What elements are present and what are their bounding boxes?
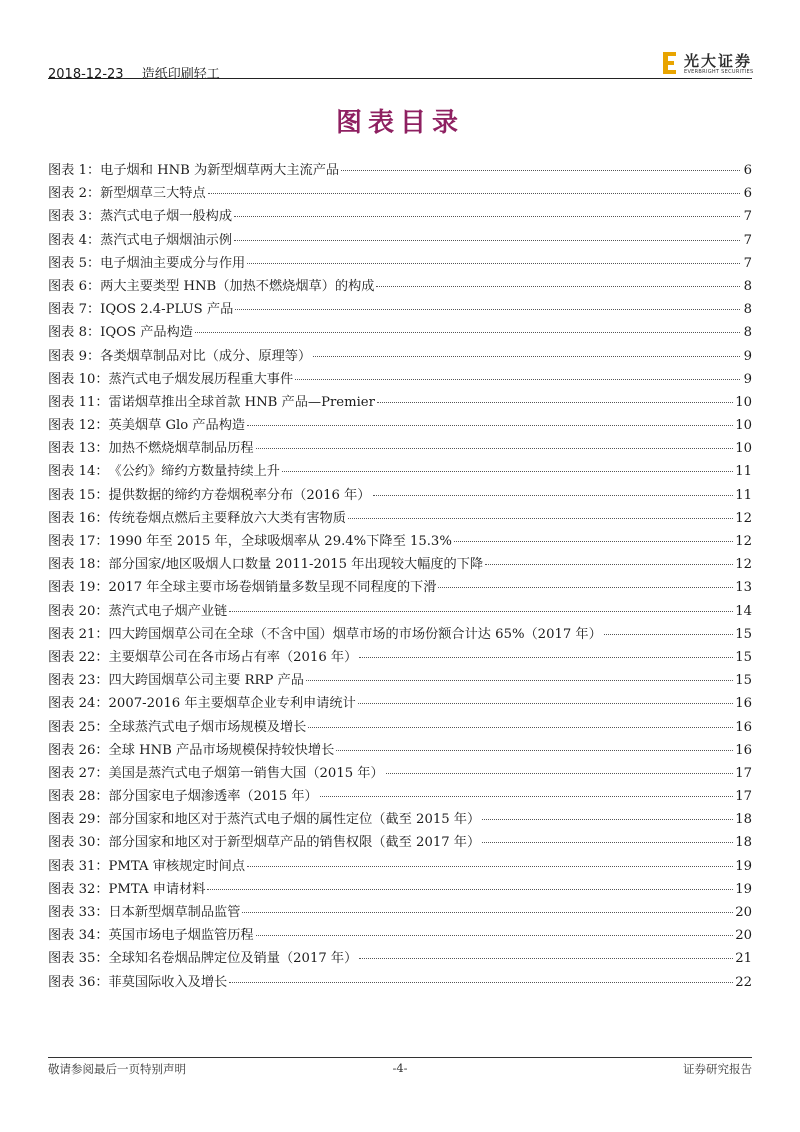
toc-dot-leader	[341, 170, 740, 171]
toc-entry-page: 16	[735, 696, 752, 712]
toc-entry-separator: ：	[95, 881, 109, 897]
toc-entry-label: 图表 15	[48, 487, 96, 503]
toc-entry-title: 蒸汽式电子烟一般构成	[100, 209, 233, 225]
toc-entry-title: 蒸汽式电子烟烟油示例	[100, 232, 233, 248]
toc-entry-label: 图表 4	[48, 232, 87, 248]
toc-entry-label: 图表 19	[48, 580, 96, 596]
toc-entry[interactable]	[48, 414, 752, 437]
toc-entry-label: 图表 10	[48, 371, 96, 387]
toc-dot-leader	[604, 634, 733, 635]
toc-entry-page: 17	[735, 789, 752, 805]
toc-entry-title: 全球知名卷烟品牌定位及销量（2017 年）	[108, 951, 358, 967]
toc-entry-label: 图表 33	[48, 905, 96, 920]
toc-entry-title: PMTA 申请材料	[108, 881, 206, 897]
toc-entry-title: 两大主要类型 HNB（加热不燃烧烟草）的构成	[100, 278, 375, 294]
toc-entry[interactable]	[48, 553, 752, 576]
toc-entry-title: 英美烟草 Glo 产品构造	[108, 418, 246, 434]
toc-entry[interactable]	[48, 808, 752, 831]
toc-dot-leader	[336, 750, 733, 751]
toc-entry-title: 2017 年全球主要市场卷烟销量多数呈现不同程度的下滑	[108, 580, 437, 596]
toc-dot-leader	[229, 982, 733, 983]
toc-entry[interactable]	[48, 275, 752, 298]
toc-entry[interactable]	[48, 484, 752, 507]
disclaimer-note: 敬请参阅最后一页特别声明	[48, 1062, 186, 1076]
toc-entry-title: 雷诺烟草推出全球首款 HNB 产品—Premier	[108, 394, 375, 410]
report-sector: 造纸印刷轻工	[141, 67, 220, 82]
toc-entry-label: 图表 32	[48, 881, 96, 897]
toc-entry-page: 12	[735, 510, 752, 526]
toc-entry-label: 图表 13	[48, 441, 96, 457]
toc-dot-leader	[242, 912, 733, 913]
toc-entry[interactable]	[48, 576, 752, 599]
toc-entry-separator: ：	[95, 928, 109, 944]
toc-entry-label: 图表 20	[48, 603, 96, 619]
toc-entry-separator: ：	[95, 696, 109, 712]
toc-entry-page: 8	[743, 302, 752, 318]
toc-entry-title: 日本新型烟草制品监管	[108, 905, 241, 920]
toc-entry-page: 12	[735, 557, 752, 573]
toc-entry-title: 传统卷烟点燃后主要释放六大类有害物质	[108, 510, 346, 526]
toc-entry[interactable]	[48, 205, 752, 228]
toc-entry-page: 20	[735, 905, 752, 920]
toc-entry-page: 8	[743, 325, 752, 341]
toc-entry-label: 图表 7	[48, 302, 87, 318]
toc-entry-title: 1990 年至 2015 年，全球吸烟率从 29.4%下降至 15.3%	[108, 534, 452, 549]
toc-dot-leader	[482, 819, 733, 820]
toc-entry[interactable]	[48, 437, 752, 460]
toc-entry-separator: ：	[95, 626, 109, 642]
toc-entry-label: 图表 35	[48, 951, 96, 967]
toc-entry-title: 四大跨国烟草公司主要 RRP 产品	[108, 673, 304, 689]
everbright-logo-icon	[660, 50, 680, 76]
toc-dot-leader	[282, 471, 733, 472]
toc-entry-separator: ：	[95, 464, 109, 480]
toc-entry-separator: ：	[95, 394, 109, 410]
toc-entry-page: 22	[735, 974, 752, 990]
toc-entry[interactable]	[48, 901, 752, 924]
toc-entry[interactable]	[48, 507, 752, 530]
toc-entry-title: 2007-2016 年主要烟草企业专利申请统计	[108, 696, 356, 712]
toc-entry[interactable]	[48, 692, 752, 715]
toc-entry-title: 蒸汽式电子烟发展历程重大事件	[108, 371, 294, 387]
toc-entry-label: 图表 31	[48, 858, 96, 874]
toc-dot-leader	[376, 286, 740, 287]
toc-entry-title: 《公约》缔约方数量持续上升	[108, 464, 280, 480]
toc-entry-page: 12	[735, 534, 752, 549]
toc-entry-page: 19	[735, 881, 752, 897]
toc-entry-label: 图表 17	[48, 534, 96, 549]
toc-dot-leader	[207, 889, 733, 890]
report-date: 2018-12-23	[48, 67, 124, 82]
toc-entry-label: 图表 26	[48, 742, 96, 758]
toc-entry-title: 部分国家和地区对于新型烟草产品的销售权限（截至 2017 年）	[108, 835, 481, 851]
toc-entry-label: 图表 8	[48, 325, 87, 341]
toc-entry[interactable]	[48, 971, 752, 994]
toc-entry-separator: ：	[95, 765, 109, 781]
toc-entry[interactable]	[48, 785, 752, 808]
toc-entry-separator: ：	[95, 510, 109, 526]
toc-entry-separator: ：	[95, 858, 109, 874]
toc-entry-label: 图表 18	[48, 557, 96, 573]
toc-entry-label: 图表 25	[48, 719, 96, 735]
figure-list	[48, 159, 752, 994]
toc-entry-title: 部分国家和地区对于蒸汽式电子烟的属性定位（截至 2015 年）	[108, 812, 481, 828]
toc-entry[interactable]	[48, 298, 752, 321]
toc-entry-page: 16	[735, 742, 752, 758]
toc-entry-label: 图表 6	[48, 278, 87, 294]
toc-entry-label: 图表 5	[48, 255, 87, 271]
toc-entry-label: 图表 9	[48, 348, 87, 364]
toc-dot-leader	[247, 425, 733, 426]
toc-entry-title: 主要烟草公司在各市场占有率（2016 年）	[108, 649, 358, 665]
toc-dot-leader	[485, 564, 733, 565]
toc-entry-page: 6	[743, 186, 752, 202]
toc-entry[interactable]	[48, 831, 752, 854]
footer-divider	[48, 1057, 752, 1058]
toc-entry[interactable]	[48, 182, 752, 205]
toc-dot-leader	[235, 309, 740, 310]
toc-entry-title: 新型烟草三大特点	[100, 186, 206, 202]
everbright-logo	[660, 50, 752, 78]
toc-entry-page: 15	[735, 626, 752, 642]
toc-entry-separator: ：	[86, 186, 101, 202]
toc-entry-page: 9	[743, 371, 752, 387]
toc-entry-label: 图表 23	[48, 673, 96, 689]
toc-entry-separator: ：	[95, 418, 109, 434]
toc-entry-separator: ：	[86, 209, 101, 225]
toc-dot-leader	[208, 193, 740, 194]
toc-entry-title: 全球 HNB 产品市场规模保持较快增长	[108, 742, 335, 758]
toc-entry-separator: ：	[95, 534, 109, 549]
toc-entry-separator: ：	[95, 371, 109, 387]
toc-dot-leader	[295, 379, 740, 380]
toc-entry-separator: ：	[95, 580, 109, 596]
toc-entry-page: 8	[743, 278, 752, 294]
toc-entry[interactable]	[48, 855, 752, 878]
page-header	[48, 50, 752, 80]
toc-entry[interactable]	[48, 947, 752, 970]
toc-entry-separator: ：	[95, 812, 109, 828]
toc-entry[interactable]	[48, 391, 752, 414]
toc-entry-title: 蒸汽式电子烟产业链	[108, 603, 228, 619]
toc-entry-separator: ：	[95, 673, 109, 689]
toc-entry-page: 15	[735, 673, 752, 689]
toc-entry-title: 英国市场电子烟监管历程	[108, 928, 254, 944]
toc-entry[interactable]	[48, 159, 752, 182]
toc-entry-page: 15	[735, 649, 752, 665]
toc-entry-title: IQOS 2.4-PLUS 产品	[100, 302, 234, 318]
header-meta	[48, 63, 220, 82]
toc-dot-leader	[313, 356, 740, 357]
toc-dot-leader	[359, 657, 733, 658]
toc-entry[interactable]	[48, 252, 752, 275]
toc-entry-title: 提供数据的缔约方卷烟税率分布（2016 年）	[108, 487, 371, 503]
toc-entry-page: 10	[735, 394, 752, 410]
toc-entry-title: 菲莫国际收入及增长	[108, 974, 228, 990]
toc-entry[interactable]	[48, 646, 752, 669]
toc-dot-leader	[234, 240, 740, 241]
logo-english-name: EVERBRIGHT SECURITIES	[684, 69, 754, 75]
toc-entry[interactable]	[48, 716, 752, 739]
toc-dot-leader	[348, 518, 733, 519]
toc-entry[interactable]	[48, 878, 752, 901]
toc-entry-title: 全球蒸汽式电子烟市场规模及增长	[108, 719, 307, 735]
toc-dot-leader	[256, 935, 734, 936]
toc-entry-page: 21	[735, 951, 752, 967]
toc-dot-leader	[454, 541, 733, 542]
toc-entry-page: 10	[735, 418, 752, 434]
toc-entry[interactable]	[48, 229, 752, 252]
logo-chinese-name: 光大证券	[684, 52, 753, 70]
toc-entry[interactable]	[48, 762, 752, 785]
toc-entry-separator: ：	[95, 441, 109, 457]
toc-entry[interactable]	[48, 368, 752, 391]
toc-entry-separator: ：	[95, 742, 109, 758]
toc-entry-separator: ：	[95, 649, 109, 665]
toc-entry[interactable]	[48, 623, 752, 646]
toc-entry-separator: ：	[95, 487, 109, 503]
toc-dot-leader	[306, 680, 733, 681]
toc-entry-label: 图表 24	[48, 696, 96, 712]
toc-entry-page: 11	[735, 487, 752, 503]
toc-entry-page: 6	[743, 163, 752, 178]
toc-entry-separator: ：	[95, 603, 109, 619]
toc-entry-separator: ：	[95, 951, 109, 967]
toc-dot-leader	[358, 703, 733, 704]
toc-entry-separator: ：	[95, 719, 109, 735]
toc-entry-label: 图表 2	[48, 186, 87, 202]
toc-entry[interactable]	[48, 669, 752, 692]
page-number: -4-	[392, 1061, 408, 1075]
toc-entry[interactable]	[48, 345, 752, 368]
toc-entry-label: 图表 3	[48, 209, 87, 225]
toc-entry-separator: ：	[86, 302, 101, 318]
toc-entry-label: 图表 27	[48, 765, 96, 781]
toc-entry-title: 电子烟和 HNB 为新型烟草两大主流产品	[100, 163, 340, 178]
toc-entry-label: 图表 16	[48, 510, 96, 526]
toc-entry-separator: ：	[86, 163, 101, 178]
toc-entry-page: 11	[735, 464, 752, 480]
toc-entry[interactable]	[48, 739, 752, 762]
toc-entry-label: 图表 36	[48, 974, 96, 990]
toc-entry-title: 四大跨国烟草公司在全球（不含中国）烟草市场的市场份额合计达 65%（2017 年）	[108, 626, 602, 642]
toc-entry-title: 美国是蒸汽式电子烟第一销售大国（2015 年）	[108, 765, 384, 781]
page-title: 图表目录	[335, 108, 464, 138]
toc-dot-leader	[359, 958, 733, 959]
toc-entry-page: 14	[735, 603, 752, 619]
toc-entry-title: 各类烟草制品对比（成分、原理等）	[100, 348, 312, 364]
toc-entry-title: 电子烟油主要成分与作用	[100, 255, 246, 271]
toc-entry-title: 部分国家/地区吸烟人口数量 2011-2015 年出现较大幅度的下降	[108, 557, 484, 573]
header-divider	[48, 78, 752, 79]
toc-entry-page: 13	[735, 580, 752, 596]
toc-entry-page: 17	[735, 765, 752, 781]
toc-dot-leader	[482, 842, 733, 843]
toc-dot-leader	[247, 866, 733, 867]
toc-entry-title: 加热不燃烧烟草制品历程	[108, 441, 254, 457]
report-type: 证券研究报告	[683, 1062, 752, 1076]
toc-entry-separator: ：	[86, 278, 101, 294]
toc-dot-leader	[256, 448, 734, 449]
toc-entry-label: 图表 21	[48, 626, 96, 642]
toc-entry-title: IQOS 产品构造	[100, 325, 193, 341]
toc-entry-page: 20	[735, 928, 752, 944]
toc-entry-separator: ：	[95, 789, 109, 805]
toc-entry-page: 7	[743, 255, 752, 271]
toc-dot-leader	[229, 611, 733, 612]
toc-dot-leader	[373, 495, 734, 496]
toc-entry-page: 19	[735, 858, 752, 874]
toc-entry-page: 7	[743, 209, 752, 225]
toc-entry-title: 部分国家电子烟渗透率（2015 年）	[108, 789, 318, 805]
toc-dot-leader	[247, 263, 740, 264]
toc-entry-separator: ：	[95, 557, 109, 573]
toc-dot-leader	[308, 727, 733, 728]
toc-entry-separator: ：	[95, 974, 109, 990]
toc-entry[interactable]	[48, 600, 752, 623]
toc-dot-leader	[386, 773, 734, 774]
toc-entry-page: 9	[743, 348, 752, 364]
toc-dot-leader	[234, 216, 740, 217]
toc-entry-separator: ：	[86, 232, 101, 248]
toc-entry-page: 18	[735, 835, 752, 851]
toc-entry-label: 图表 34	[48, 928, 96, 944]
toc-entry-separator: ：	[86, 325, 101, 341]
toc-dot-leader	[438, 587, 733, 588]
toc-entry-page: 10	[735, 441, 752, 457]
toc-dot-leader	[320, 796, 733, 797]
toc-dot-leader	[377, 402, 733, 403]
toc-entry-label: 图表 11	[48, 394, 96, 410]
toc-entry-label: 图表 1	[48, 163, 87, 178]
toc-entry[interactable]	[48, 460, 752, 483]
toc-entry[interactable]	[48, 321, 752, 344]
toc-entry-label: 图表 12	[48, 418, 96, 434]
toc-dot-leader	[195, 332, 740, 333]
toc-entry-label: 图表 22	[48, 649, 96, 665]
toc-entry-separator: ：	[95, 835, 109, 851]
toc-entry[interactable]	[48, 530, 752, 553]
toc-entry-label: 图表 30	[48, 835, 96, 851]
toc-entry-page: 18	[735, 812, 752, 828]
toc-entry-title: PMTA 审核规定时间点	[108, 858, 246, 874]
toc-entry-label: 图表 28	[48, 789, 96, 805]
toc-entry-separator: ：	[86, 255, 101, 271]
toc-entry-separator: ：	[86, 348, 101, 364]
toc-entry[interactable]	[48, 924, 752, 947]
toc-entry-page: 16	[735, 719, 752, 735]
toc-entry-page: 7	[743, 232, 752, 248]
toc-entry-label: 图表 14	[48, 464, 96, 480]
toc-entry-label: 图表 29	[48, 812, 96, 828]
toc-entry-separator: ：	[95, 905, 109, 920]
